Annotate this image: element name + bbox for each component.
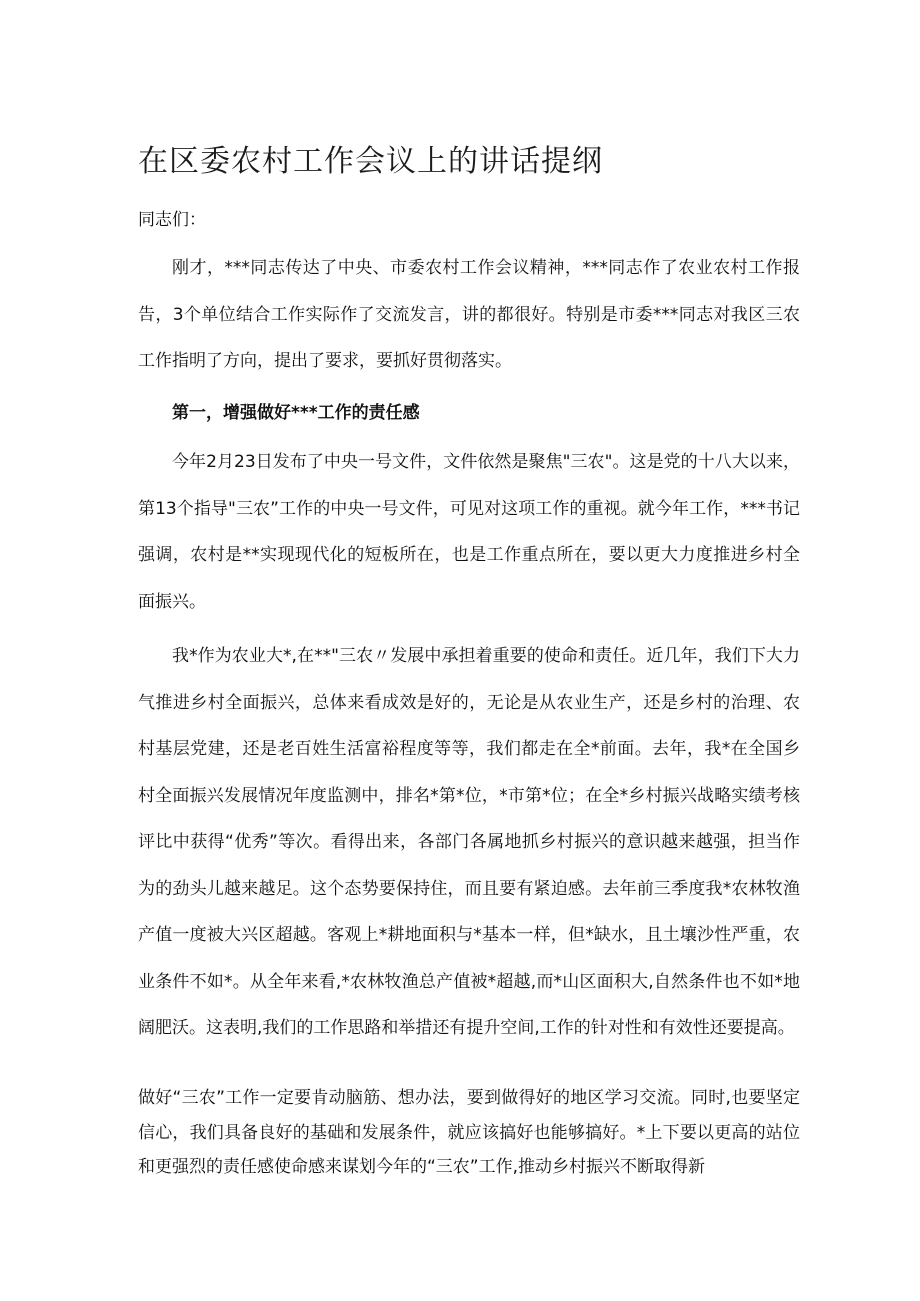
paragraph-confidence: 做好“三农”工作一定要肯动脑筋、想办法，要到做得好的地区学习交流。同时,也要坚定信心，我们具备良好的基础和发展条件，就应该搞好也能够搞好。*上下要以更高的站位和更强烈的责任感使命感来谋划今年的“三农”工作,推动乡村振兴不断取得新 bbox=[138, 1088, 800, 1177]
paragraph-document-one: 今年2月23日发布了中央一号文件，文件依然是聚焦"三农"。这是党的十八大以来，第13个指导"三农”工作的中央一号文件，可见对这项工作的重视。就今年工作，***书记强调，农村是**实现现代化的短板所在，也是工作重点所在，要以更大力度推进乡村全面振兴。 bbox=[138, 452, 800, 612]
paragraph-intro: 刚才，***同志传达了中央、市委农村工作会议精神，***同志作了农业农村工作报告，3个单位结合工作实际作了交流发言，讲的都很好。特别是市委***同志对我区三农工作指明了方向，提出了要求，要抓好贯彻落实。 bbox=[138, 258, 800, 371]
paragraph-progress: 我*作为农业大*,在**"三农〃发展中承担着重要的使命和责任。近几年，我们下大力气推进乡村全面振兴，总体来看成效是好的，无论是从农业生产，还是乡村的治理、农村基层党建，还是老百姓生活富裕程度等等，我们都走在全*前面。去年，我*在全国乡村全面振兴发展情况年度监测中，排名*第*位，*市第*位；在全*乡村振兴战略实绩考核评比中获得“优秀”等次。看得出来，各部门各属地抓乡村振兴的意识越来越强，担当作为的劲头儿越来越足。这个态势要保持住，而且要有紧迫感。去年前三季度我*农林牧渔产值一度被大兴区超越。客观上*耕地面积与*基本一样，但*缺水，且土壤沙性严重，农业条件不如*。从全年来看,*农林牧渔总产值被*超越,而*山区面积大,自然条件也不如*地阔肥沃。这表明,我们的工作思路和举措还有提升空间,工作的针对性和有效性还要提高。 bbox=[138, 646, 800, 1038]
greeting: 同志们： bbox=[138, 210, 206, 230]
section-heading: 第一，增强做好***工作的责任感 bbox=[172, 403, 420, 423]
document-title: 在区委农村工作会议上的讲话提纲 bbox=[138, 144, 603, 179]
